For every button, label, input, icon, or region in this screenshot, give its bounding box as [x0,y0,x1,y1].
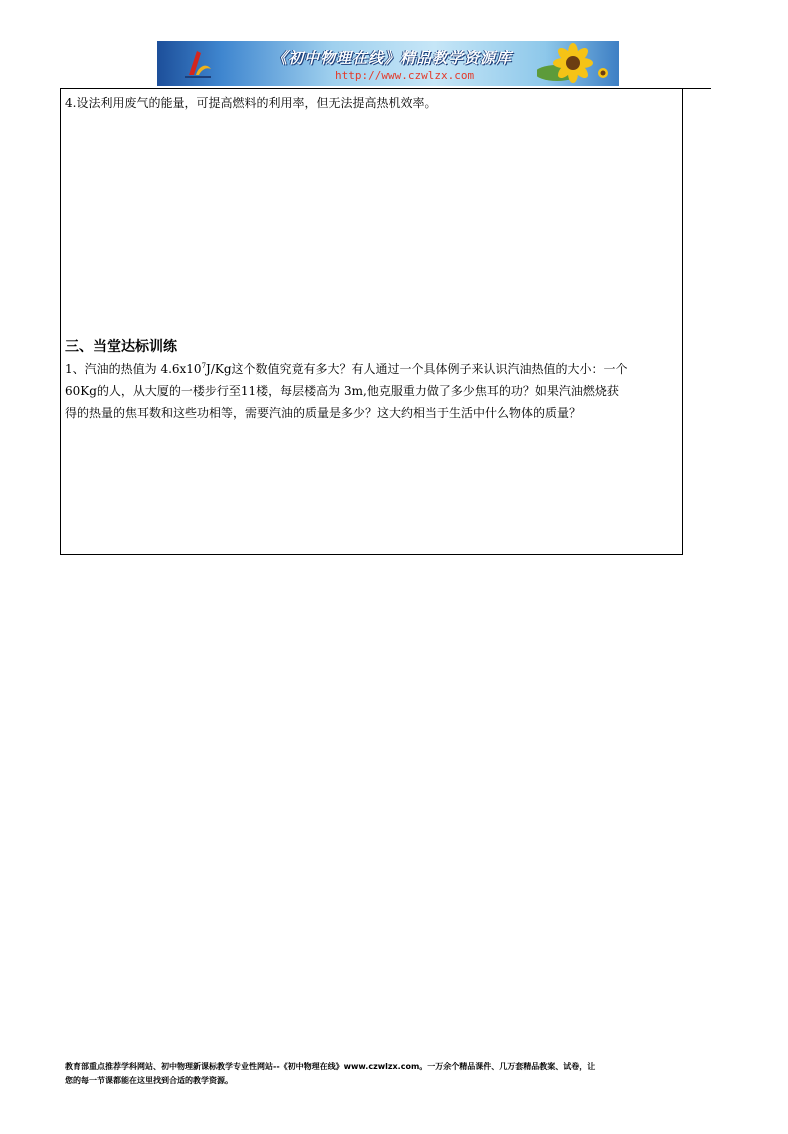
section-heading: 三、当堂达标训练 [65,339,177,355]
question-line-2: 60Kg的人，从大厦的一楼步行至11楼，每层楼高为 3m,他克服重力做了多少焦耳的功？如果汽油燃烧获 [65,384,619,398]
item-4-text: 4.设法利用废气的能量，可提高燃料的利用率，但无法提高热机效率。 [65,96,437,110]
footer-line-1: 教育部重点推荐学科网站、初中物理新课标教学专业性网站--《初中物理在线》www.czwlzx.com。一万余个精品课件、几万套精品教案、试卷，让 [65,1062,596,1071]
footer-line-2: 您的每一节课都能在这里找到合适的教学资源。 [65,1076,233,1085]
banner-url: http://www.czwlzx.com [335,69,475,82]
question-1 [65,358,677,424]
content-frame [60,88,683,555]
sunflower-icon [537,43,619,86]
header-rule [683,88,711,89]
question-line-1-start: 1、汽油的热值为 4.6x10 [65,362,202,376]
page-footer [65,1060,713,1088]
exponent: 7 [201,362,207,370]
site-banner [157,41,619,86]
question-line-1-end: J/Kg这个数值究竟有多大？有人通过一个具体例子来认识汽油热值的大小：一个 [206,362,628,376]
banner-title: 《初中物理在线》精品教学资源库 [272,49,513,67]
question-line-3: 得的热量的焦耳数和这些功相等，需要汽油的质量是多少？这大约相当于生活中什么物体的质量？ [65,406,582,420]
question-line-1 [65,358,677,380]
site-logo-icon [183,47,213,79]
